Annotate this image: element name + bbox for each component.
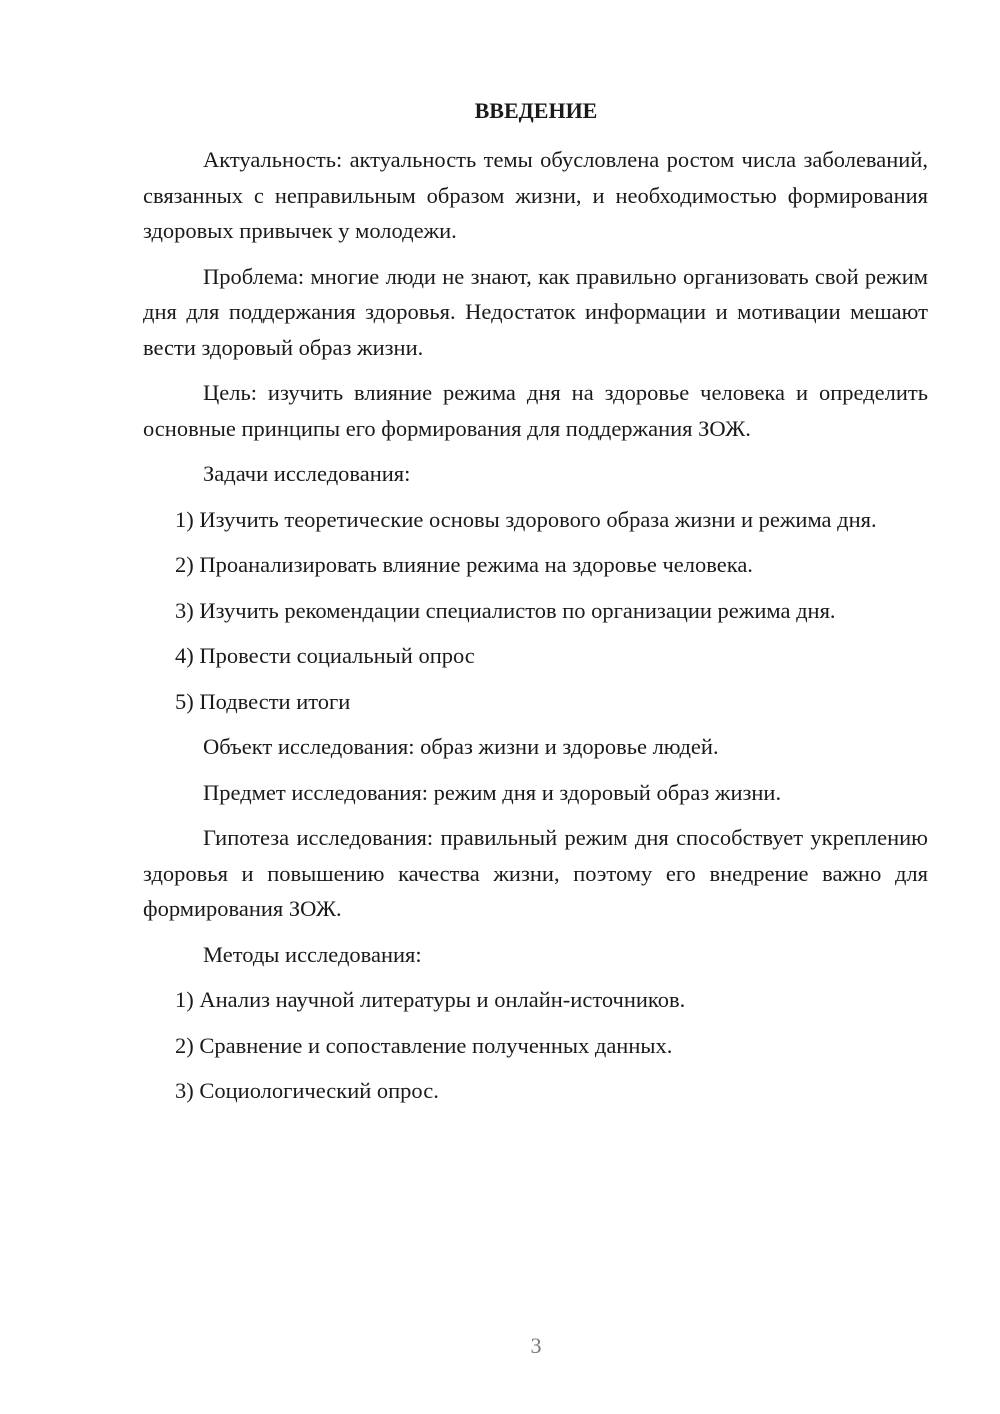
task-item-4: 4) Провести социальный опрос: [175, 643, 475, 668]
section-body: [143, 142, 928, 1119]
method-item-1: 1) Анализ научной литературы и онлайн-источников.: [175, 987, 686, 1012]
goal-paragraph: Цель: изучить влияние режима дня на здоровье человека и определить основные принципы его формирования для поддержания ЗОЖ.: [143, 380, 928, 441]
methods-title: Методы исследования:: [203, 941, 422, 967]
tasks-title: Задачи исследования:: [203, 461, 411, 486]
relevance-paragraph: Актуальность: актуальность темы обусловлена ростом числа заболеваний, связанных с неправильным образом жизни, и необходимостью формирования здоровых привычек у молодежи.: [143, 147, 928, 243]
method-item-2: 2) Сравнение и сопоставление полученных данных.: [175, 1032, 673, 1058]
task-item-2: 2) Проанализировать влияние режима на здоровье человека.: [175, 552, 753, 577]
subject-paragraph: Предмет исследования: режим дня и здоровый образ жизни.: [203, 779, 782, 805]
problem-paragraph: Проблема: многие люди не знают, как правильно организовать свой режим дня для поддержания здоровья. Недостаток информации и мотивации мешают вести здоровый образ жизни.: [143, 263, 928, 360]
object-paragraph: Объект исследования: образ жизни и здоровье людей.: [203, 734, 719, 759]
hypothesis-paragraph: Гипотеза исследования: правильный режим дня способствует укреплению здоровья и повышению качества жизни, поэтому его внедрение важно для формирования ЗОЖ.: [143, 825, 928, 921]
task-item-3: 3) Изучить рекомендации специалистов по организации режима дня.: [175, 597, 836, 623]
section-heading: ВВЕДЕНИЕ: [474, 98, 598, 123]
task-item-1: 1) Изучить теоретические основы здорового образа жизни и режима дня.: [175, 506, 877, 532]
method-item-3: 3) Социологический опрос.: [175, 1078, 439, 1103]
task-item-5: 5) Подвести итоги: [175, 688, 351, 714]
page-number: 3: [530, 1333, 542, 1358]
